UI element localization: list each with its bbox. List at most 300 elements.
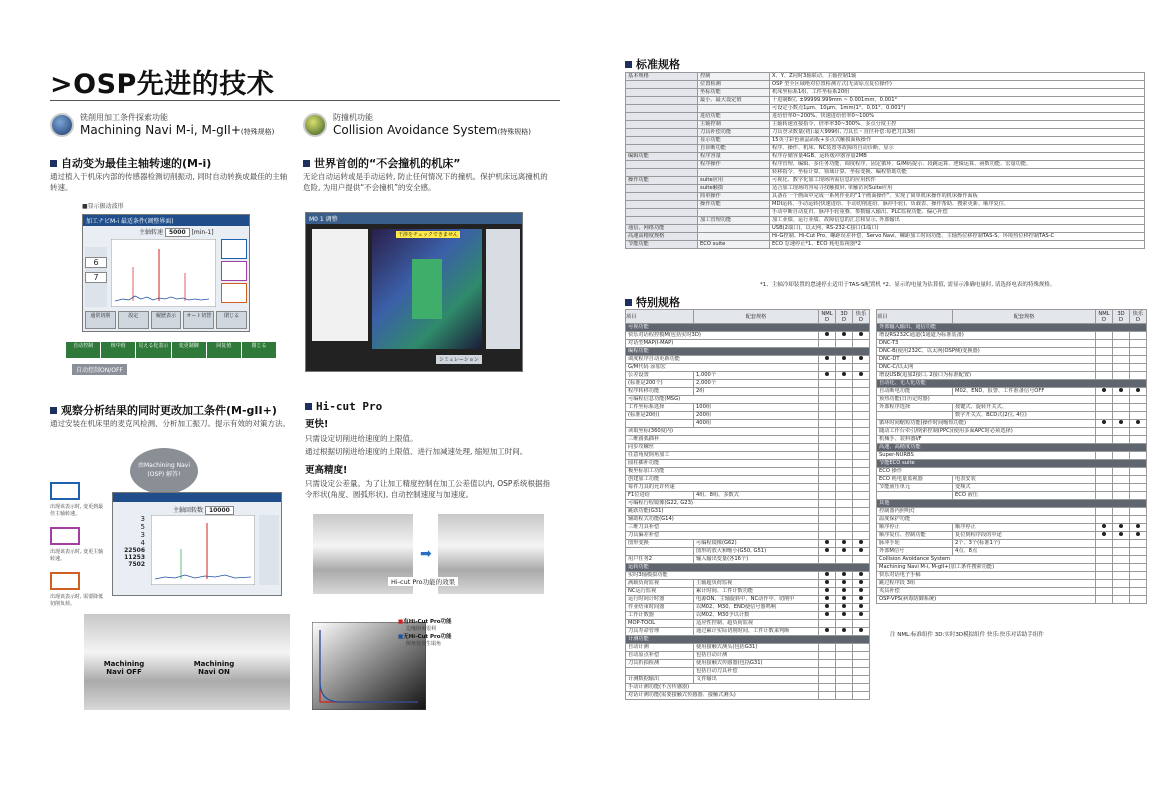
spec-category xyxy=(626,201,698,209)
option-availability xyxy=(1130,388,1147,396)
option-section-row xyxy=(877,324,1147,332)
option-availability xyxy=(836,692,853,700)
included-dot-icon xyxy=(842,604,846,608)
option-availability xyxy=(853,516,870,524)
gii-side-panel xyxy=(259,515,279,585)
feature-head-collision xyxy=(303,112,531,137)
option-row xyxy=(626,428,870,436)
auto-heading: 自动变为最佳主轴转速的(M-i) xyxy=(50,155,211,171)
spec-row xyxy=(626,97,1145,105)
option-row xyxy=(626,388,870,396)
option-row xyxy=(626,380,870,388)
side-panel: 6 7 xyxy=(85,247,107,307)
option-availability xyxy=(1113,412,1130,420)
option-row xyxy=(877,548,1147,556)
option-item: 图形变换 xyxy=(626,540,694,548)
option-row xyxy=(626,612,870,620)
included-dot-icon xyxy=(842,588,846,592)
option-availability xyxy=(819,364,836,372)
option-row xyxy=(877,452,1147,460)
option-availability xyxy=(853,364,870,372)
option-availability xyxy=(1096,524,1113,532)
spec-detail: ECO 怠速停止*1、ECO 耗电监视器*2 xyxy=(770,241,1145,249)
option-availability xyxy=(1130,572,1147,580)
option-item: 节能液压单元 xyxy=(877,484,953,492)
option-item: ECO 操作 xyxy=(877,468,1096,476)
spec-item: 坐标功能 xyxy=(698,89,770,97)
workpiece-model xyxy=(412,259,442,319)
option-row xyxy=(626,492,870,500)
option-specs-table-left xyxy=(625,309,870,700)
spindle-readout: 主轴转速 5000 [min-1] xyxy=(139,229,214,236)
option-row xyxy=(626,484,870,492)
option-availability xyxy=(836,676,853,684)
hicut-legend: ■有Hi-Cut Pro功能 边缘倒角很利 ■无Hi-Cut Pro功能 倒角处发生塌角 xyxy=(398,619,452,647)
option-availability xyxy=(1096,388,1113,396)
option-row xyxy=(877,348,1147,356)
collision-text: 无论自动运转或是手动运转, 防止任何情况下的撞机。保护机床远离撞机的危险, 为用户提供“不会撞机”的安全感。 xyxy=(303,172,548,192)
included-dot-icon xyxy=(859,628,863,632)
option-availability xyxy=(1130,452,1147,460)
option-availability xyxy=(853,500,870,508)
included-dot-icon xyxy=(859,596,863,600)
option-item xyxy=(626,420,694,428)
spec-row xyxy=(626,89,1145,97)
option-item: 工件坐标系选择 xyxy=(626,404,694,412)
option-row xyxy=(626,580,870,588)
option-item: 快乐对话电子手稿 xyxy=(877,572,1096,580)
spec-detail: 进给倍率0~200%、快速进给倍率0~100% xyxy=(770,113,1145,121)
vibration-waveform xyxy=(111,239,216,307)
option-item: MOP-TOOL xyxy=(626,620,694,628)
option-row xyxy=(877,580,1147,588)
option-availability xyxy=(1096,548,1113,556)
option-availability xyxy=(1113,396,1130,404)
included-dot-icon xyxy=(842,332,846,336)
option-row xyxy=(626,684,870,692)
included-dot-icon xyxy=(1102,388,1106,392)
option-item: NC运行监视 xyxy=(626,588,694,596)
option-row xyxy=(626,524,870,532)
option-availability xyxy=(853,604,870,612)
spec-row xyxy=(626,233,1145,241)
option-section-row xyxy=(877,500,1147,508)
option-availability xyxy=(1113,404,1130,412)
spec-detail: X、Y、Z同时3轴联动、主轴控制1轴 xyxy=(770,73,1145,81)
auto-switch-button[interactable]: オート切替 xyxy=(183,311,214,329)
option-availability xyxy=(836,612,853,620)
option-availability xyxy=(1096,580,1113,588)
option-availability xyxy=(1130,596,1147,604)
option-availability xyxy=(819,444,836,452)
option-section-row xyxy=(626,324,870,332)
option-availability xyxy=(853,580,870,588)
option-availability xyxy=(1113,516,1130,524)
option-availability xyxy=(836,380,853,388)
spec-detail: 十进制8位, ±99999.999mm ~ 0.001mm、0.001° xyxy=(770,97,1145,105)
settings-button[interactable]: 設定 xyxy=(118,311,149,329)
spec-row xyxy=(626,209,1145,217)
option-availability xyxy=(1130,332,1147,340)
option-row xyxy=(877,412,1147,420)
option-item: 计测数据输出 xyxy=(626,676,694,684)
option-package: 文件输出 xyxy=(694,676,819,684)
option-availability xyxy=(1113,596,1130,604)
included-dot-icon xyxy=(825,580,829,584)
option-item: 实时3轴模拟功能 xyxy=(626,572,819,580)
option-availability xyxy=(1096,588,1113,596)
option-availability xyxy=(1113,532,1130,540)
col-3d: 3D D xyxy=(836,310,853,324)
option-availability xyxy=(1130,580,1147,588)
option-availability xyxy=(1130,484,1147,492)
option-availability xyxy=(1130,508,1147,516)
option-item: 辅助程式功能(G14) xyxy=(626,516,819,524)
spec-category xyxy=(626,161,698,169)
feature1-small: 铣削用加工条件探索功能 xyxy=(80,113,168,122)
option-availability xyxy=(853,572,870,580)
optimal-wave-icon xyxy=(50,482,80,500)
option-item: 自动断电功能 xyxy=(877,388,953,396)
spec-item xyxy=(698,209,770,217)
option-item: 任意角度倒角加工 xyxy=(626,452,819,460)
page-title: >OSP先进的技术 xyxy=(50,69,275,100)
spec-detail: 手动中断自动复归、脉冲手轮重叠、参数输入输出、PLC监视功能、偏心补偿 xyxy=(770,209,1145,217)
spec-item: 位置检测 xyxy=(698,81,770,89)
option-availability xyxy=(1113,372,1130,380)
option-availability xyxy=(836,372,853,380)
option-package: 使用接触式测头(包括G31) xyxy=(694,644,819,652)
option-availability xyxy=(853,380,870,388)
option-availability xyxy=(819,508,836,516)
spec-item xyxy=(698,225,770,233)
option-availability xyxy=(853,460,870,468)
option-item: 跳跃功能(G31) xyxy=(626,508,819,516)
option-availability xyxy=(1096,596,1113,604)
option-item: 控制器内照明灯 xyxy=(877,508,1096,516)
option-availability xyxy=(1113,508,1130,516)
option-availability xyxy=(1096,468,1113,476)
photo-label-off: Machining Navi OFF xyxy=(103,660,145,676)
option-specs-heading: 特别规格 xyxy=(625,294,680,310)
option-package: 4组、8组、多数式 xyxy=(694,492,819,500)
included-dot-icon xyxy=(1136,388,1140,392)
option-section-label: 高速、高精度功能 xyxy=(877,444,1147,452)
included-dot-icon xyxy=(825,588,829,592)
included-dot-icon xyxy=(859,580,863,584)
option-package: 主轴超负荷监视 xyxy=(694,580,819,588)
option-availability xyxy=(819,516,836,524)
tab-change-control[interactable]: 変更制御 xyxy=(172,342,207,358)
spec-item: ECO suite xyxy=(698,241,770,249)
spec-row xyxy=(626,153,1145,161)
close-button[interactable]: 閉じる xyxy=(216,311,247,329)
option-availability xyxy=(1113,356,1130,364)
spec-category xyxy=(626,89,698,97)
option-availability xyxy=(1130,548,1147,556)
option-availability xyxy=(1113,556,1130,564)
spec-detail: 程序、操作、机床、NC装置等故障的自动诊断、显示 xyxy=(770,145,1145,153)
option-item: 创建加工功能 xyxy=(626,476,819,484)
spec-item: 加工管理功能 xyxy=(698,217,770,225)
spec-detail: 可视化、数字化加工现场所需信息的应用软件 xyxy=(770,177,1145,185)
option-availability xyxy=(1113,468,1130,476)
option-row xyxy=(626,396,870,404)
history-button[interactable]: 履歴表示 xyxy=(151,311,182,329)
option-availability xyxy=(836,468,853,476)
spec-item: 显示功能 xyxy=(698,137,770,145)
option-item: 对话型MAP(I-MAP) xyxy=(626,340,819,348)
option-availability xyxy=(1096,484,1113,492)
option-section-row xyxy=(877,460,1147,468)
option-row xyxy=(877,484,1147,492)
option-availability xyxy=(836,420,853,428)
included-dot-icon xyxy=(859,612,863,616)
option-availability xyxy=(853,548,870,556)
option-availability xyxy=(836,340,853,348)
option-availability xyxy=(1113,436,1130,444)
col-nml: NML D xyxy=(1096,310,1113,324)
option-availability xyxy=(1113,524,1130,532)
option-availability xyxy=(853,404,870,412)
spec-item: 最小、最大设定值 xyxy=(698,97,770,105)
option-item: 三维刀具补偿 xyxy=(626,524,819,532)
tab-visualize[interactable]: 見える化表示 xyxy=(136,342,171,358)
spec-row xyxy=(626,137,1145,145)
option-availability xyxy=(836,572,853,580)
included-dot-icon xyxy=(825,540,829,544)
option-availability xyxy=(1096,572,1113,580)
option-availability xyxy=(819,548,836,556)
option-item xyxy=(877,492,953,500)
option-package: 4点、8点 xyxy=(953,548,1096,556)
option-availability xyxy=(819,452,836,460)
option-item: ECO 耗电量监视器 xyxy=(877,476,953,484)
col-item: 项目 xyxy=(877,310,953,324)
option-availability xyxy=(1096,476,1113,484)
wave-indicator-icon xyxy=(221,261,247,281)
option-row xyxy=(626,404,870,412)
included-dot-icon xyxy=(859,356,863,360)
option-row xyxy=(877,404,1147,412)
option-availability xyxy=(853,428,870,436)
option-availability xyxy=(819,684,836,692)
option-availability xyxy=(853,660,870,668)
option-availability xyxy=(1130,492,1147,500)
option-availability xyxy=(1113,364,1130,372)
hicut-text2: 只需设定公差量。为了让加工精度控制在加工公差值以内, OSP系统根据指令形状(角度、圆弧形状), 自动控制速度与加速度。 xyxy=(305,479,550,499)
option-row xyxy=(626,516,870,524)
wave-indicator-icon xyxy=(221,239,247,259)
option-item: Super-NURBS xyxy=(877,452,1096,460)
feature2-small: 防撞机功能 xyxy=(333,113,373,122)
spec-item: suite触摸 xyxy=(698,185,770,193)
hicut-heading: Hi-cut Pro xyxy=(305,400,382,413)
option-availability xyxy=(1113,564,1130,572)
option-item: 增设USB(追加2接口, 2接口为标准配置) xyxy=(877,372,1096,380)
option-row xyxy=(626,676,870,684)
hicut-precise: 更高精度! xyxy=(305,465,348,476)
observe-text: 通过安装在机床里的麦克风检测、分析加工振刀。提示有效的对策方法。 xyxy=(50,419,290,428)
option-row xyxy=(626,372,870,380)
option-availability xyxy=(819,612,836,620)
option-row xyxy=(877,388,1147,396)
option-row xyxy=(626,532,870,540)
option-availability xyxy=(836,588,853,596)
option-section-label: 外部输入输出、通信功能 xyxy=(877,324,1147,332)
option-row xyxy=(626,572,870,580)
feature2-name: Collision Avoidance System(特殊规格) xyxy=(333,123,531,137)
option-availability xyxy=(836,644,853,652)
option-availability xyxy=(819,676,836,684)
photo-label-on: Machining Navi ON xyxy=(193,660,235,676)
collision-side-panel xyxy=(486,229,520,349)
option-availability xyxy=(819,668,836,676)
option-availability xyxy=(1113,588,1130,596)
option-availability xyxy=(836,460,853,468)
option-availability xyxy=(836,404,853,412)
option-item: 循环时间缩短功能(操作时间缩短功能) xyxy=(877,420,1096,428)
option-availability xyxy=(819,460,836,468)
option-row xyxy=(877,588,1147,596)
option-availability xyxy=(853,508,870,516)
option-availability xyxy=(1130,516,1147,524)
option-item: 读取坐标(360度内) xyxy=(626,428,819,436)
option-row xyxy=(626,436,870,444)
option-item: 外部程序选择 xyxy=(877,404,953,412)
spec-category: 基本规格 xyxy=(626,73,698,81)
included-dot-icon xyxy=(825,332,829,336)
included-dot-icon xyxy=(1119,388,1123,392)
option-availability xyxy=(1096,412,1113,420)
option-availability xyxy=(1113,420,1130,428)
option-item: Machining Navi M-i, M-gII+(加工条件搜索功能) xyxy=(877,564,1096,572)
option-row xyxy=(877,476,1147,484)
tab-restore[interactable]: 回复值 xyxy=(207,342,242,358)
option-availability xyxy=(836,476,853,484)
option-package: 2组 xyxy=(694,388,819,396)
option-item: 脉冲手轮 xyxy=(877,540,953,548)
machine-3d-view xyxy=(372,229,482,349)
wave-indicator-icon xyxy=(221,283,247,303)
option-availability xyxy=(853,436,870,444)
normal-cut-button[interactable]: 通常切削 xyxy=(85,311,116,329)
option-item xyxy=(877,412,953,420)
change-spindle-icon xyxy=(50,527,80,545)
option-availability xyxy=(836,652,853,660)
option-availability xyxy=(819,388,836,396)
included-dot-icon xyxy=(825,548,829,552)
option-row xyxy=(626,420,870,428)
option-item: 手动计测功能(不含传感器) xyxy=(626,684,819,692)
option-package: 2个、3个(标准1个) xyxy=(953,540,1096,548)
option-item: G/M代码 添加宏 xyxy=(626,364,819,372)
option-availability xyxy=(819,572,836,580)
option-availability xyxy=(1096,556,1113,564)
option-package: 400组 xyxy=(694,420,819,428)
option-availability xyxy=(853,396,870,404)
option-availability xyxy=(1130,428,1147,436)
option-row xyxy=(877,436,1147,444)
col-nml: NML D xyxy=(819,310,836,324)
option-availability xyxy=(853,524,870,532)
option-row xyxy=(626,556,870,564)
option-row xyxy=(626,356,870,364)
option-item: 机械手、装料器I/F xyxy=(877,436,1096,444)
spec-detail: 机床坐标系1组、工件坐标系20组 xyxy=(770,89,1145,97)
simulation-button[interactable]: シミュレーション xyxy=(436,355,482,364)
option-item: 顺序停止 xyxy=(877,524,953,532)
spec-item: 操作功能 xyxy=(698,201,770,209)
spec-detail: 程序管理、编辑、多任务功能、调度程序、固定循环、G/M码提示、段跳运算、逻辑运算、函数功能、宏量功能、 xyxy=(770,161,1145,169)
option-item: 预热功能(日历定时器) xyxy=(877,396,1096,404)
option-row xyxy=(626,452,870,460)
spec-row xyxy=(626,185,1145,193)
spec-row xyxy=(626,241,1145,249)
option-availability xyxy=(1130,476,1147,484)
col-fast: 快乐 D xyxy=(853,310,870,324)
arrow-right-icon: ➡ xyxy=(420,546,432,562)
tab-close[interactable]: 閉じる xyxy=(251,343,267,349)
included-dot-icon xyxy=(842,572,846,576)
spec-item: suite应用 xyxy=(698,177,770,185)
option-package: ECO 液压 xyxy=(953,492,1096,500)
option-availability xyxy=(819,492,836,500)
option-section-row xyxy=(877,444,1147,452)
reduce-load-icon xyxy=(50,572,80,590)
option-row xyxy=(626,588,870,596)
included-dot-icon xyxy=(842,580,846,584)
option-item: 外部M信号 xyxy=(877,548,953,556)
option-availability xyxy=(1096,452,1113,460)
menu-tabs xyxy=(66,342,276,358)
spec-item: 刀具补偿功能 xyxy=(698,129,770,137)
option-availability xyxy=(819,468,836,476)
option-item: 对话计测功能(需要接触式传感器、接触式测头) xyxy=(626,692,819,700)
option-availability xyxy=(836,492,853,500)
option-row xyxy=(877,372,1147,380)
option-row xyxy=(626,364,870,372)
option-availability xyxy=(1130,540,1147,548)
option-availability xyxy=(1096,492,1113,500)
option-availability xyxy=(819,628,836,636)
option-section-row xyxy=(877,380,1147,388)
spec-category: 高速高精度规格 xyxy=(626,233,698,241)
spec-item: 程序操作 xyxy=(698,161,770,169)
option-availability xyxy=(819,692,836,700)
included-dot-icon xyxy=(1136,420,1140,424)
tab-auto-control[interactable]: 自动控制 xyxy=(66,342,101,358)
option-package: 使用接触式传感器(包括G31) xyxy=(694,660,819,668)
option-availability xyxy=(853,596,870,604)
col-package: 配套规格 xyxy=(953,310,1096,324)
spec-row xyxy=(626,73,1145,81)
option-availability xyxy=(853,676,870,684)
option-package: 可编程镜像(G62) xyxy=(694,540,819,548)
option-item: 程序转移功能 xyxy=(626,388,694,396)
option-package: 包括自动计测 xyxy=(694,652,819,660)
option-package: 图形的放大和缩小(G50, G51) xyxy=(694,548,819,556)
spec-category xyxy=(626,169,698,177)
option-package: 1,000个 xyxy=(694,372,819,380)
gii-side-values: 3 5 3 4 22506 11253 7502 xyxy=(124,515,145,568)
option-availability xyxy=(836,452,853,460)
option-availability xyxy=(1130,468,1147,476)
tab-core-value[interactable]: 核中值 xyxy=(101,342,136,358)
spec-category xyxy=(626,81,698,89)
option-item: 温度保护功能 xyxy=(877,516,1096,524)
option-availability xyxy=(853,652,870,660)
